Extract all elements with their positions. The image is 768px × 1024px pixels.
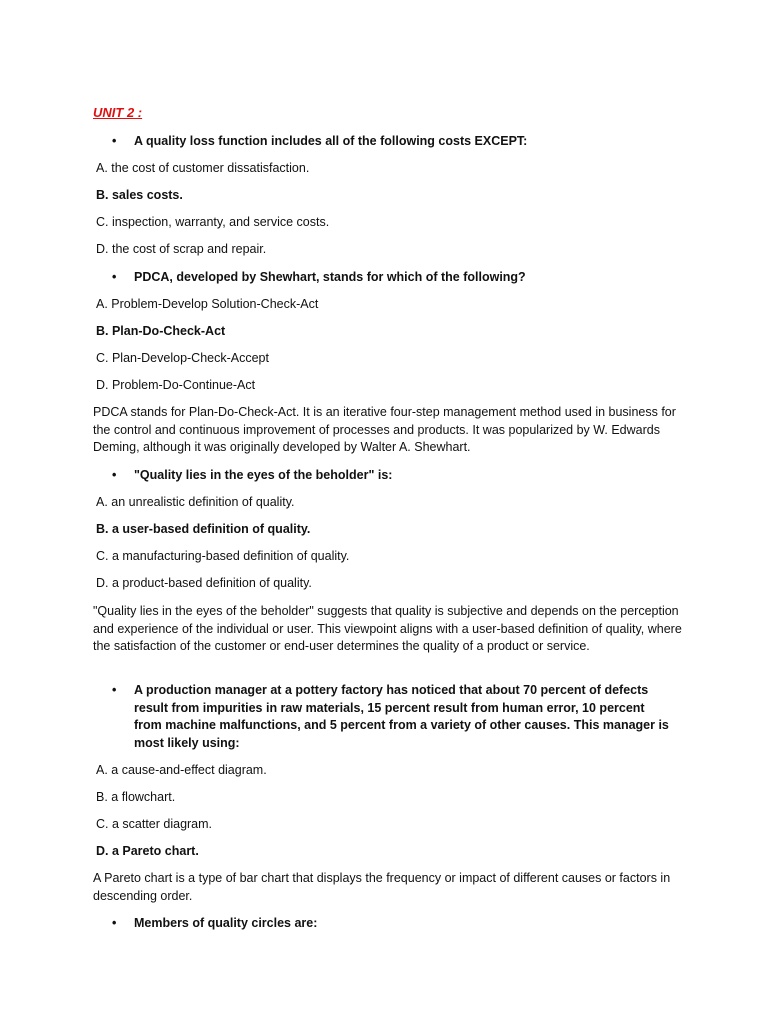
option-a: A. Problem-Develop Solution-Check-Act: [96, 297, 319, 311]
option-d: D. Problem-Do-Continue-Act: [96, 378, 256, 392]
option-c: C. Plan-Develop-Check-Accept: [96, 351, 269, 365]
option-b-answer: B. a user-based definition of quality.: [96, 522, 311, 536]
question-5: [112, 915, 672, 933]
bullet-icon: •: [112, 270, 117, 284]
question-text: PDCA, developed by Shewhart, stands for which of the following?: [134, 270, 526, 284]
option-d-answer: D. a Pareto chart.: [96, 844, 199, 858]
bullet-icon: •: [112, 134, 117, 148]
question-4: [112, 682, 672, 752]
explanation: "Quality lies in the eyes of the beholder" suggests that quality is subjective and depends on the perception and experience of the individual or user. This viewpoint aligns with a user-based definition of quality, where the satisfaction of the customer or end-user determines the quality of a product or service.: [93, 604, 682, 653]
option-c: C. a manufacturing-based definition of quality.: [96, 549, 350, 563]
option-a: A. an unrealistic definition of quality.: [96, 495, 295, 509]
option-c: C. a scatter diagram.: [96, 817, 213, 831]
question-3: [112, 467, 672, 485]
question-text: "Quality lies in the eyes of the beholder" is:: [134, 468, 393, 482]
option-d: D. a product-based definition of quality.: [96, 576, 312, 590]
question-text: Members of quality circles are:: [134, 916, 318, 930]
bullet-icon: •: [112, 683, 117, 697]
option-c: C. inspection, warranty, and service costs.: [96, 215, 330, 229]
option-b-answer: B. Plan-Do-Check-Act: [96, 324, 226, 338]
question-1: [112, 133, 672, 151]
unit-title: UNIT 2 :: [93, 105, 143, 120]
explanation: PDCA stands for Plan-Do-Check-Act. It is an iterative four-step management method used in business for the control and continuous improvement of processes and products. It was popularized by W. Edwards Deming, although it was originally developed by Walter A. Shewhart.: [93, 405, 676, 454]
option-b: B. a flowchart.: [96, 790, 176, 804]
option-d: D. the cost of scrap and repair.: [96, 242, 267, 256]
option-a: A. a cause-and-effect diagram.: [96, 763, 267, 777]
question-2: [112, 269, 672, 287]
question-text: A production manager at a pottery factory has noticed that about 70 percent of defects result from impurities in raw materials, 15 percent result from human error, 10 percent from machine malfunctions, and 5 percent from a variety of other causes. This manager is most likely using:: [134, 683, 669, 750]
bullet-icon: •: [112, 468, 117, 482]
option-a: A. the cost of customer dissatisfaction.: [96, 161, 310, 175]
question-text: A quality loss function includes all of the following costs EXCEPT:: [134, 134, 528, 148]
bullet-icon: •: [112, 916, 117, 930]
option-b-answer: B. sales costs.: [96, 188, 183, 202]
explanation: A Pareto chart is a type of bar chart that displays the frequency or impact of different causes or factors in descending order.: [93, 871, 671, 903]
